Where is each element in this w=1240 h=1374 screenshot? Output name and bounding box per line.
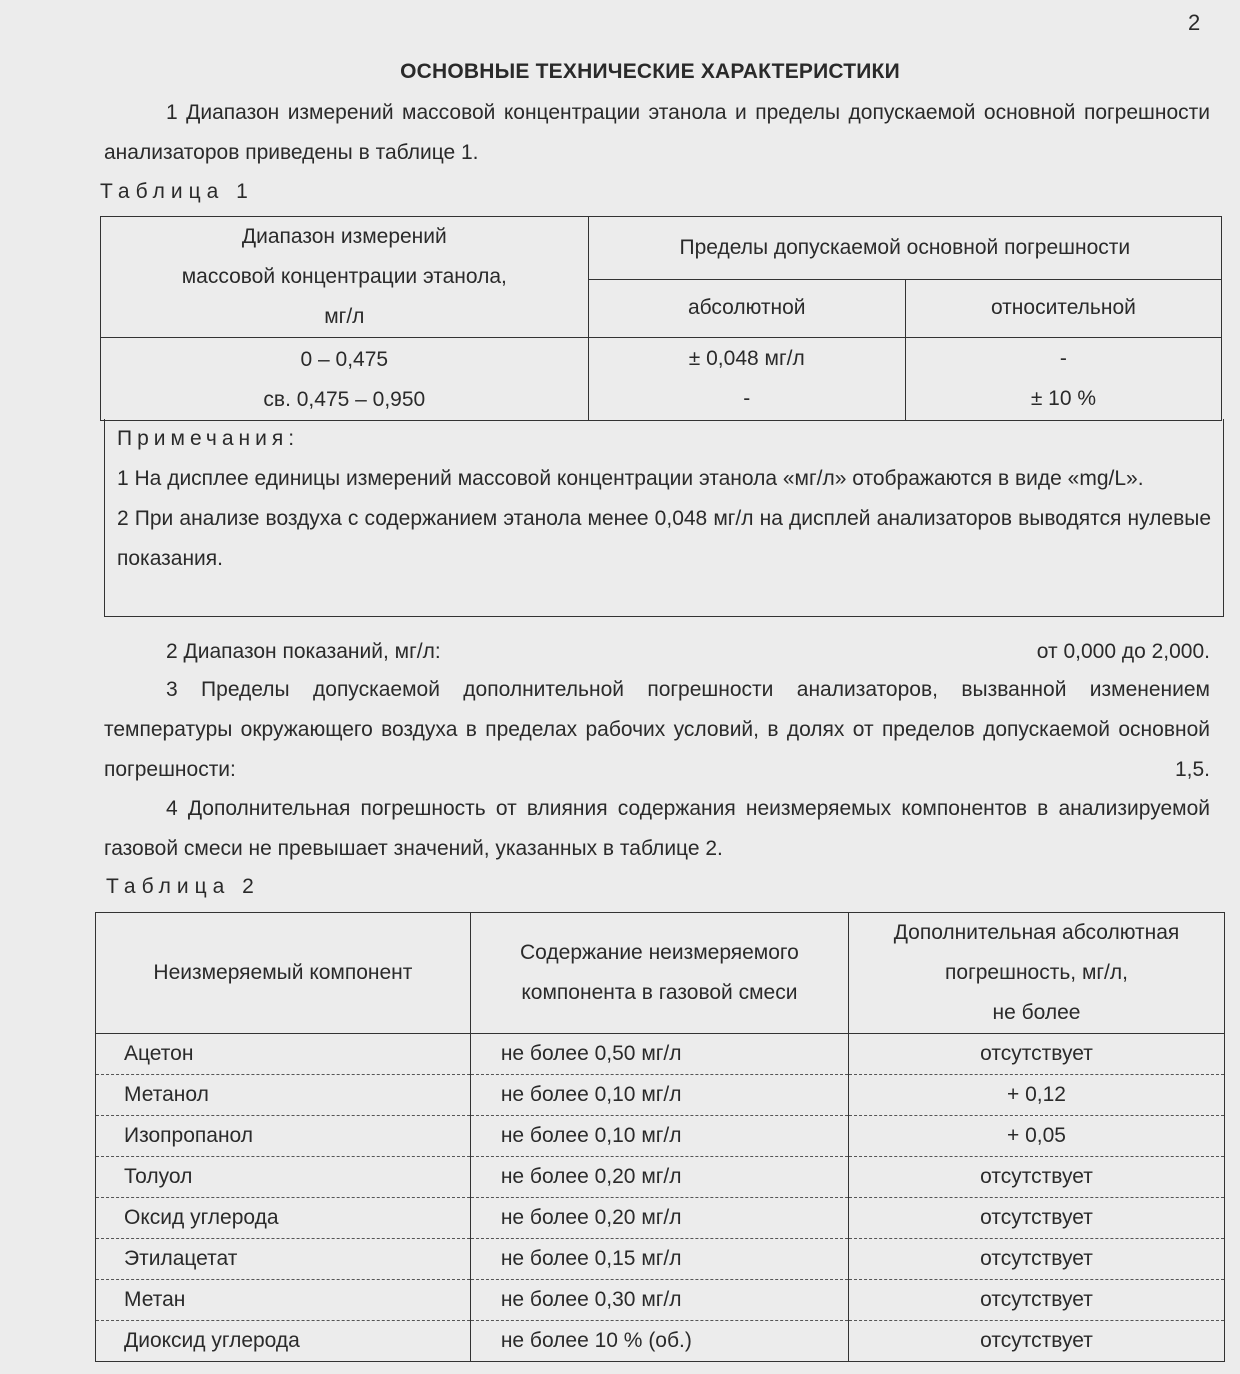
note-item: 1 На дисплее единицы измерений массовой концентрации этанола «мг/л» отображаются в виде «mg/L». (117, 467, 1144, 490)
page-number: 2 (1188, 10, 1201, 35)
t2-header-line: Дополнительная абсолютная (893, 921, 1180, 944)
t1-cell-relative: ± 10 % (1030, 387, 1097, 410)
t1-header-range-line: Диапазон измерений (241, 225, 447, 248)
t2-cell-component: Ацетон (96, 1034, 471, 1075)
table-row (96, 1157, 1225, 1198)
t2-cell-content: не более 0,20 мг/л (470, 1198, 848, 1239)
t2-cell-component: Этилацетат (96, 1239, 471, 1280)
t1-cell-range: 0 – 0,475 (300, 348, 389, 371)
note-item: 2 При анализе воздуха с содержанием этанола менее 0,048 мг/л на дисплей анализаторов выводятся нулевые показания. (117, 507, 1211, 570)
paragraph-3-value: 1,5. (1174, 758, 1210, 781)
paragraph-3 (104, 670, 1210, 790)
paragraph-1: 1 Диапазон измерений массовой концентрации этанола и пределы допускаемой основной погрешности анализаторов приведены в таблице 1. (104, 101, 1210, 164)
t2-cell-component: Диоксид углерода (96, 1321, 471, 1362)
t2-header-line: компонента в газовой смеси (521, 981, 798, 1004)
paragraph-4: 4 Дополнительная погрешность от влияния содержания неизмеряемых компонентов в анализируемой газовой смеси не превышает значений, указанных в таблице 2. (104, 797, 1210, 860)
table-row (96, 1280, 1225, 1321)
table-2 (95, 912, 1225, 1362)
t2-header-line: Содержание неизмеряемого (520, 941, 799, 964)
t2-cell-error: + 0,05 (849, 1116, 1225, 1157)
t2-header-line: не более (992, 1001, 1081, 1024)
t1-header-range-line: мг/л (324, 305, 365, 328)
t1-header-relative: относительной (905, 279, 1221, 337)
t2-header-line: погрешность, мг/л, (945, 961, 1128, 984)
table-row (96, 1034, 1225, 1075)
t2-cell-content: не более 0,15 мг/л (470, 1239, 848, 1280)
t2-header-content (470, 913, 848, 1034)
t2-cell-error: + 0,12 (849, 1075, 1225, 1116)
t2-cell-component: Метанол (96, 1075, 471, 1116)
t2-cell-component: Оксид углерода (96, 1198, 471, 1239)
t2-cell-error: отсутствует (849, 1034, 1225, 1075)
t1-cell-range: св. 0,475 – 0,950 (263, 388, 426, 411)
t1-cell-relative: - (1059, 347, 1067, 370)
table1-caption: Таблица 1 (100, 180, 254, 203)
t1-header-limits: Пределы допускаемой основной погрешности (588, 217, 1221, 280)
table-1 (100, 216, 1222, 421)
t2-cell-content: не более 0,10 мг/л (470, 1116, 848, 1157)
t1-header-range (101, 217, 589, 338)
t2-cell-content: не более 0,20 мг/л (470, 1157, 848, 1198)
t2-cell-content: не более 10 % (об.) (470, 1321, 848, 1362)
t2-cell-error: отсутствует (849, 1280, 1225, 1321)
t1-header-absolute: абсолютной (588, 279, 905, 337)
table2-caption: Таблица 2 (106, 875, 260, 898)
t2-cell-error: отсутствует (849, 1198, 1225, 1239)
t2-cell-content: не более 0,10 мг/л (470, 1075, 848, 1116)
reading-range-value: от 0,000 до 2,000. (1036, 640, 1210, 663)
t1-cell-absolute: - (743, 387, 751, 410)
t2-cell-error: отсутствует (849, 1157, 1225, 1198)
t2-cell-component: Метан (96, 1280, 471, 1321)
t2-cell-component: Изопропанол (96, 1116, 471, 1157)
t2-header-error (849, 913, 1225, 1034)
t2-cell-component: Толуол (96, 1157, 471, 1198)
table-row (96, 1075, 1225, 1116)
table-row (96, 1198, 1225, 1239)
table-row (101, 338, 1222, 421)
table-row (96, 1239, 1225, 1280)
t1-cell-absolute: ± 0,048 мг/л (688, 347, 805, 370)
t1-header-range-line: массовой концентрации этанола, (181, 265, 507, 288)
reading-range-label: 2 Диапазон показаний, мг/л: (166, 640, 441, 663)
table-row (96, 1321, 1225, 1362)
t2-cell-error: отсутствует (849, 1321, 1225, 1362)
table1-notes (104, 419, 1224, 617)
paragraph-2 (104, 632, 1210, 672)
paragraph-3-text: 3 Пределы допускаемой дополнительной погрешности анализаторов, вызванной изменением температуры окружающего воздуха в пределах рабочих условий, в долях от пределов допускаемой основной погрешности: (104, 678, 1210, 781)
page-title: ОСНОВНЫЕ ТЕХНИЧЕСКИЕ ХАРАКТЕРИСТИКИ (400, 60, 900, 83)
t2-cell-content: не более 0,50 мг/л (470, 1034, 848, 1075)
notes-heading: Примечания: (117, 427, 300, 450)
t2-cell-error: отсутствует (849, 1239, 1225, 1280)
table-row (96, 1116, 1225, 1157)
t2-cell-content: не более 0,30 мг/л (470, 1280, 848, 1321)
t2-header-component: Неизмеряемый компонент (96, 913, 471, 1034)
